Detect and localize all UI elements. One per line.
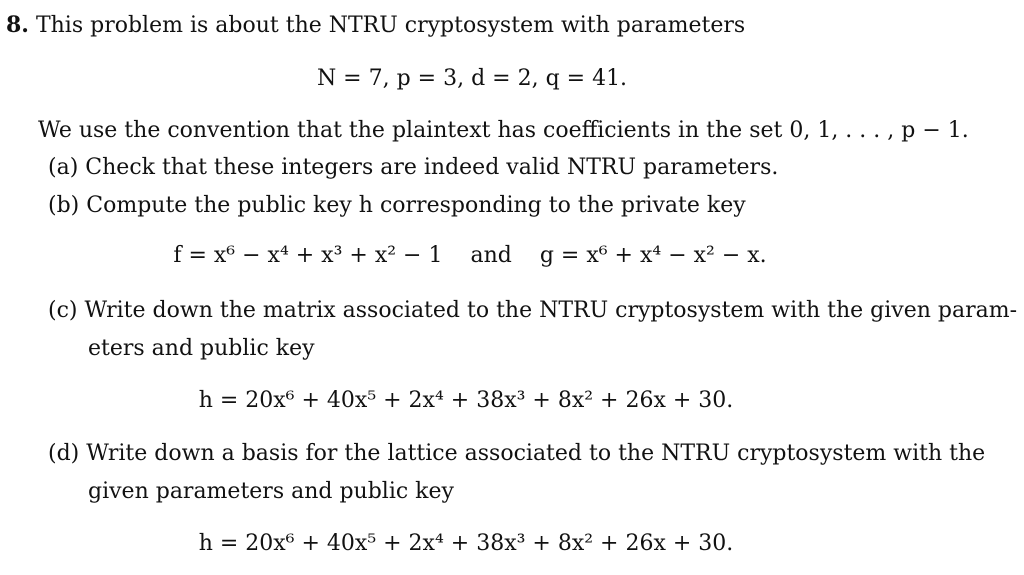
problem-number: 8. [6, 12, 29, 38]
part-a-label: (a) [48, 155, 79, 180]
part-d-text-line1: Write down a basis for the lattice associated to the NTRU cryptosystem with the [86, 441, 986, 466]
part-c-text-line2: eters and public key [88, 336, 315, 361]
convention-text: We use the convention that the plaintext has coefficients in the set 0, 1, . . . , p − 1. [38, 118, 969, 143]
part-c-text-line1: Write down the matrix associated to the NTRU cryptosystem with the given param- [84, 298, 1018, 323]
part-b-text: Compute the public key h corresponding to the private key [86, 193, 746, 218]
params-display: N = 7, p = 3, d = 2, q = 41. [316, 66, 628, 91]
part-c-label: (c) [48, 298, 78, 323]
part-b-display [0, 245, 982, 267]
part-d-text-line2: given parameters and public key [88, 479, 454, 504]
part-b [48, 195, 746, 217]
part-c [48, 300, 1017, 322]
part-a [48, 157, 778, 179]
part-c-display: h = 20x⁶ + 40x⁵ + 2x⁴ + 38x³ + 8x² + 26x + 30. [198, 388, 734, 413]
polynomial-g: g = x⁶ + x⁴ − x² − x. [539, 243, 767, 268]
part-b-label: (b) [48, 193, 80, 218]
polynomial-f: f = x⁶ − x⁴ + x³ + x² − 1 [173, 243, 443, 268]
problem-header [6, 14, 745, 37]
part-a-text: Check that these integers are indeed valid NTRU parameters. [85, 155, 779, 180]
problem-intro: This problem is about the NTRU cryptosystem with parameters [35, 13, 746, 38]
and-word: and [470, 243, 512, 268]
part-d-label: (d) [48, 441, 80, 466]
part-d [48, 443, 985, 465]
part-d-display: h = 20x⁶ + 40x⁵ + 2x⁴ + 38x³ + 8x² + 26x + 30. [198, 531, 734, 556]
